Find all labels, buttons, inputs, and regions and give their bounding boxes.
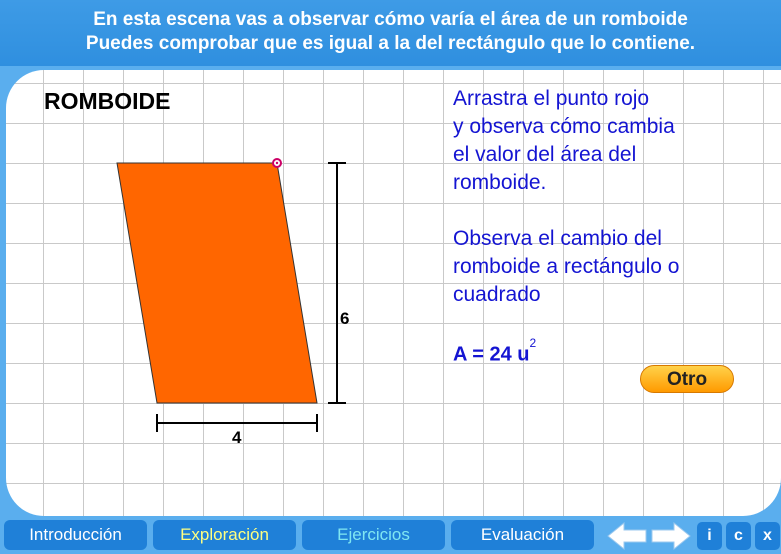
drag-point-center <box>276 162 278 164</box>
header-banner <box>0 0 781 66</box>
info-button[interactable]: i <box>697 522 722 550</box>
header-line-1: En esta escena vas a observar cómo varía el área de un romboide <box>93 9 688 30</box>
instruction-line: romboide. <box>453 171 547 194</box>
base-label: 4 <box>232 428 242 447</box>
area-label: A = <box>453 343 484 366</box>
tab-ejercicios[interactable]: Ejercicios <box>302 520 445 550</box>
close-button[interactable]: x <box>755 522 780 550</box>
otro-button[interactable]: Otro <box>640 365 734 393</box>
tab-exploracion[interactable]: Exploración <box>153 520 296 550</box>
arrow-left-icon[interactable] <box>608 523 646 549</box>
instruction-line: Arrastra el punto rojo <box>453 87 650 110</box>
footer-nav <box>0 518 781 554</box>
scene-title: ROMBOIDE <box>44 88 171 114</box>
area-readout <box>453 336 537 367</box>
scene-canvas <box>6 70 781 516</box>
header-line-2: Puedes comprobar que es igual a la del rectángulo que lo contiene. <box>85 33 696 54</box>
rhomboid-shape <box>117 163 317 403</box>
instruction-line: cuadrado <box>453 283 541 306</box>
arrow-nav <box>606 520 692 552</box>
credits-button[interactable]: c <box>726 522 751 550</box>
tab-evaluacion[interactable]: Evaluación <box>451 520 594 550</box>
instructions-block-1 <box>453 85 773 197</box>
instruction-line: y observa cómo cambia <box>453 115 675 138</box>
instruction-line: el valor del área del <box>453 143 637 166</box>
area-value: 24 u <box>489 343 530 366</box>
area-exponent: 2 <box>529 336 537 350</box>
instructions-block-2 <box>453 225 773 309</box>
height-label: 6 <box>340 309 350 328</box>
tab-introduccion[interactable]: Introducción <box>4 520 147 550</box>
arrow-right-icon[interactable] <box>652 523 690 549</box>
instruction-line: romboide a rectángulo o <box>453 255 680 278</box>
instruction-line: Observa el cambio del <box>453 227 662 250</box>
